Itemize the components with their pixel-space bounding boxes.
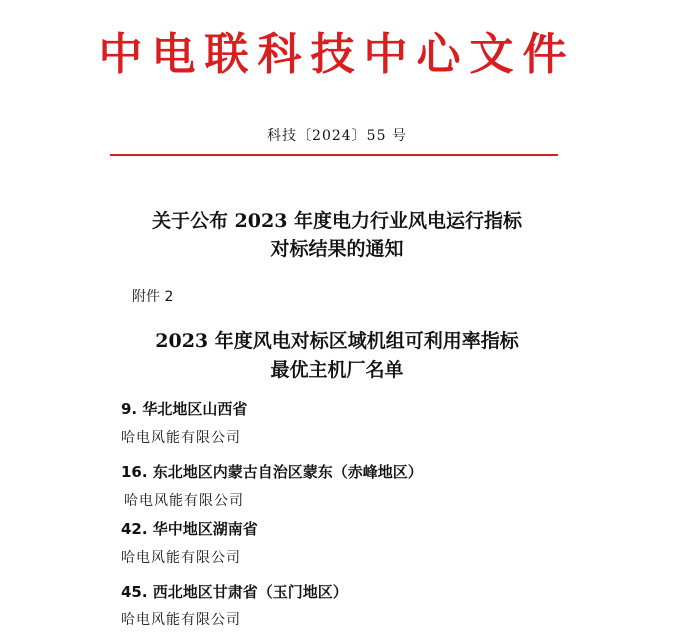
- list-item-region: 16. 东北地区内蒙古自治区蒙东（赤峰地区）: [121, 463, 423, 481]
- list-item-company: 哈电风能有限公司: [124, 493, 244, 509]
- header-divider: [110, 154, 558, 156]
- list-item-region: 9. 华北地区山西省: [121, 400, 248, 418]
- list-item-region: 42. 华中地区湖南省: [121, 520, 258, 538]
- org-title: 中电联科技中心文件: [98, 29, 576, 80]
- list-item-company: 哈电风能有限公司: [121, 430, 241, 446]
- notice-title: [0, 207, 674, 263]
- attachment-label: 附件 2: [132, 289, 174, 305]
- list-title-line-1: 2023 年度风电对标区域机组可利用率指标: [155, 330, 519, 352]
- doc-number: 科技〔2024〕55 号: [267, 128, 407, 144]
- list-item-company: 哈电风能有限公司: [121, 550, 241, 566]
- list-title: [0, 327, 674, 385]
- notice-title-line-1: 关于公布 2023 年度电力行业风电运行指标: [151, 210, 523, 232]
- list-item-company: 哈电风能有限公司: [121, 612, 241, 628]
- list-title-line-2: 最优主机厂名单: [270, 359, 404, 381]
- notice-title-line-2: 对标结果的通知: [270, 238, 404, 260]
- list-item-region: 45. 西北地区甘肃省（玉门地区）: [121, 583, 348, 601]
